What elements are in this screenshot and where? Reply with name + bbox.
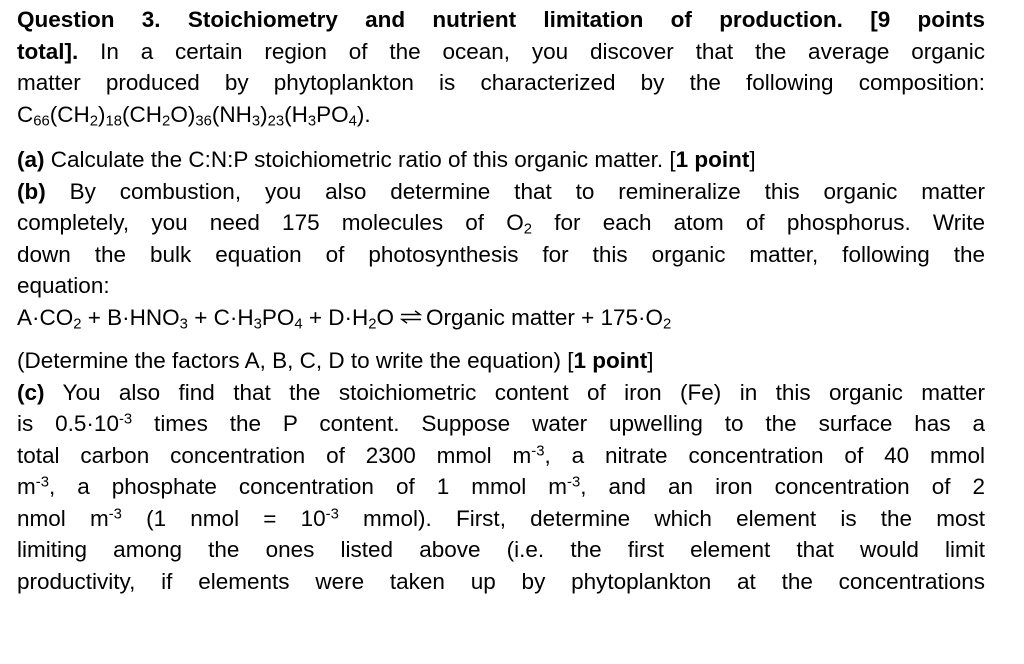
part-b-note: (Determine the factors A, B, C, D to write the equation) [1 point] (17, 348, 654, 373)
equilibrium-arrow-icon (400, 310, 422, 324)
part-b-line-1: (b) By combustion, you also determine that to remineralize this organic matter (17, 178, 985, 204)
question-number: Question 3. (17, 7, 161, 32)
part-c-line-5: nmol $m^{-3}$ (1 nmol = $10^{-3}$ mmol). First, determine which element is the most (17, 505, 985, 531)
part-a-text: Calculate the C:N:P stoichiometric ratio of this organic matter. [ (44, 147, 676, 172)
part-b-points: 1 point (573, 348, 648, 373)
organic-matter-formula: $C_{66}(CH_2)_{18}(CH_2O)_{36}(NH_3)_{23}(H_3PO_4)$. (17, 101, 371, 129)
question-intro-text-1: In a certain region of the ocean, you discover that the average organic (100, 38, 985, 64)
part-c-label: (c) (17, 379, 45, 405)
spacer (17, 333, 985, 345)
question-document (17, 4, 985, 597)
part-b-line-3: down the bulk equation of photosynthesis for this organic matter, following the (17, 241, 985, 267)
question-intro-line-2 (17, 67, 985, 99)
part-a: (a) Calculate the C:N:P stoichiometric ratio of this organic matter. [1 point] (17, 147, 756, 172)
part-b-line-2: completely, you need 175 molecules of $O_2$ for each atom of phosphorus. Write (17, 210, 985, 238)
question-points-cont: total]. (17, 38, 79, 64)
part-c-line-2: is $0.5\cdot 10^{-3}$ times the P content. Suppose water upwelling to the surface has a (17, 411, 985, 436)
part-c-line-6: limiting among the ones listed above (i.e. the first element that would limit (17, 537, 985, 562)
question-intro-text-2: matter produced by phytoplankton is characterized by the following composition: (17, 70, 985, 95)
spacer (17, 130, 985, 144)
question-title-line (17, 4, 985, 36)
part-a-label: (a) (17, 147, 45, 172)
part-c-line-4: $m^{-3}$, a phosphate concentration of 1 mmol $m^{-3}$, and an iron concentration of 2 (17, 474, 985, 499)
part-a-points: 1 point (675, 147, 750, 172)
part-b-label: (b) (17, 178, 46, 204)
question-title: Stoichiometry and nutrient limitation of production. (187, 7, 843, 32)
part-c-line-7: productivity, if elements were taken up by phytoplankton at the concentrations (17, 568, 985, 594)
part-c-line-3: total carbon concentration of 2300 mmol $m^{-3}$, a nitrate concentration of 40 mmol (17, 442, 985, 468)
part-b-line-4: equation: (17, 273, 110, 298)
question-intro-line-1 (17, 36, 985, 68)
part-c-line-1: (c) You also find that the stoichiometric content of iron (Fe) in this organic matter (17, 379, 985, 405)
photosynthesis-equation: $A\cdot CO_2 + B\cdot HNO_3 + C\cdot H_3PO_4 + D\cdot H_2O$ Organic matter + $175\cdot O_2$ (17, 304, 672, 332)
question-points: [9 points (870, 7, 985, 32)
